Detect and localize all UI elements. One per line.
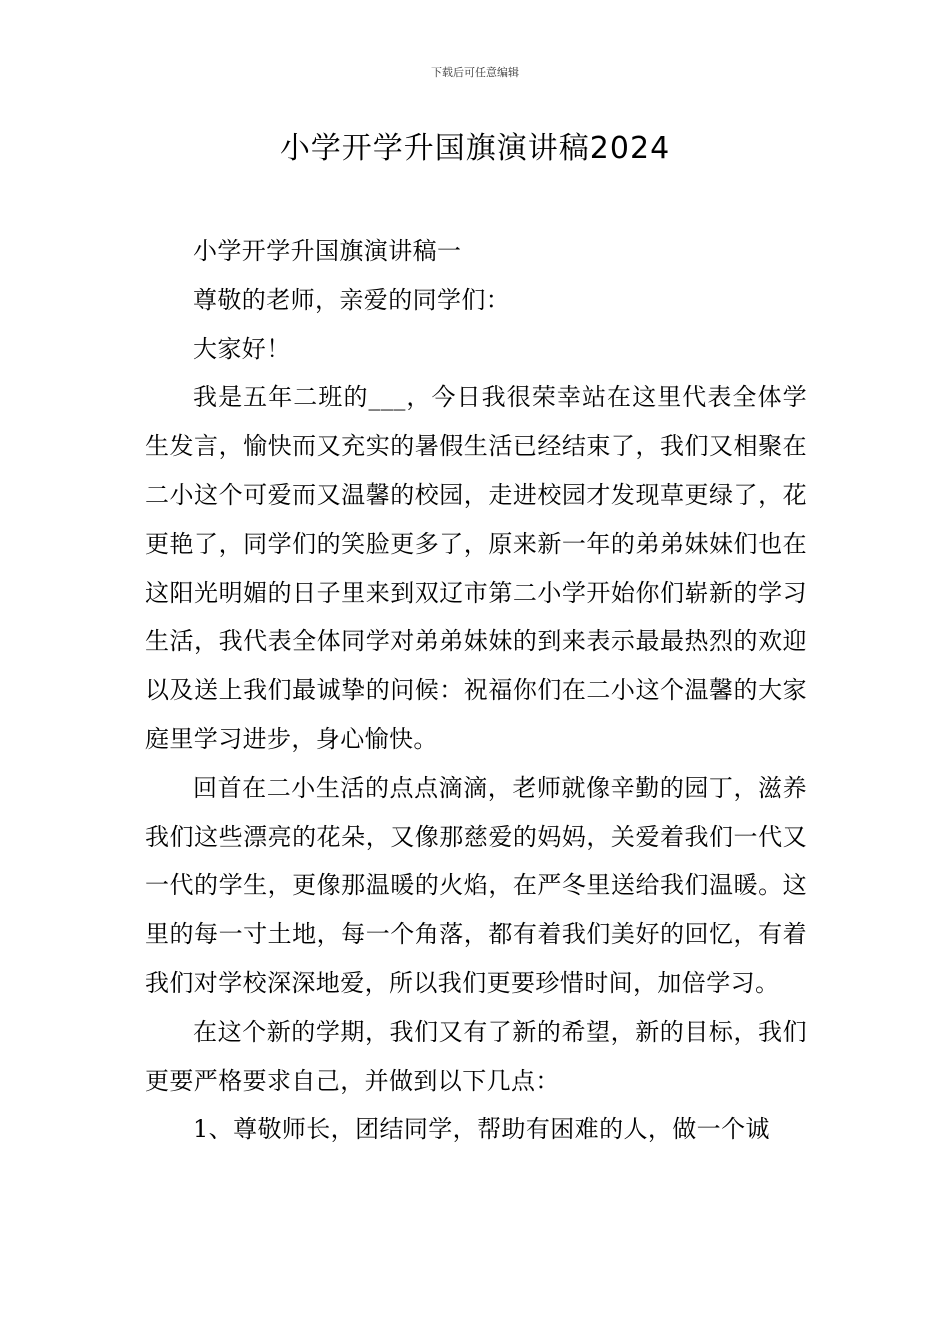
paragraph-reflection: 回首在二小生活的点点滴滴，老师就像辛勤的园丁，滋养我们这些漂亮的花朵，又像那慈爱的妈妈，关爱着我们一代又一代的学生，更像那温暖的火焰，在严冬里送给我们温暖。这里的每一寸土地，每一个角落，都有着我们美好的回忆，有着我们对学校深深地爱，所以我们更要珍惜时间，加倍学习。 xyxy=(145,773,807,997)
paragraph-point-1: 1、尊敬师长，团结同学，帮助有困难的人，做一个诚 xyxy=(193,1115,770,1144)
paragraph-greeting: 大家好！ xyxy=(193,334,291,363)
paragraph-salutation: 尊敬的老师，亲爱的同学们： xyxy=(193,285,511,314)
header-note: 下载后可任意编辑 xyxy=(431,66,519,79)
paragraph-speech-heading: 小学开学升国旗演讲稿一 xyxy=(193,237,462,265)
paragraph-introduction: 我是五年二班的___，今日我很荣幸站在这里代表全体学生发言，愉快而又充实的暑假生活已经结束了，我们又相聚在二小这个可爱而又温馨的校园，走进校园才发现草更绿了，花更艳了，同学们的笑脸更多了，原来新一年的弟弟妹妹们也在这阳光明媚的日子里来到双辽市第二小学开始你们崭新的学习生活，我代表全体同学对弟弟妹妹的到来表示最最热烈的欢迎以及送上我们最诚挚的问候：祝福你们在二小这个温馨的大家庭里学习进步，身心愉快。 xyxy=(145,383,807,753)
document-body xyxy=(145,227,807,1154)
paragraph-new-term: 在这个新的学期，我们又有了新的希望，新的目标，我们更要严格要求自己，并做到以下几点： xyxy=(145,1017,807,1095)
page-title: 小学开学升国旗演讲稿2024 xyxy=(279,131,671,166)
